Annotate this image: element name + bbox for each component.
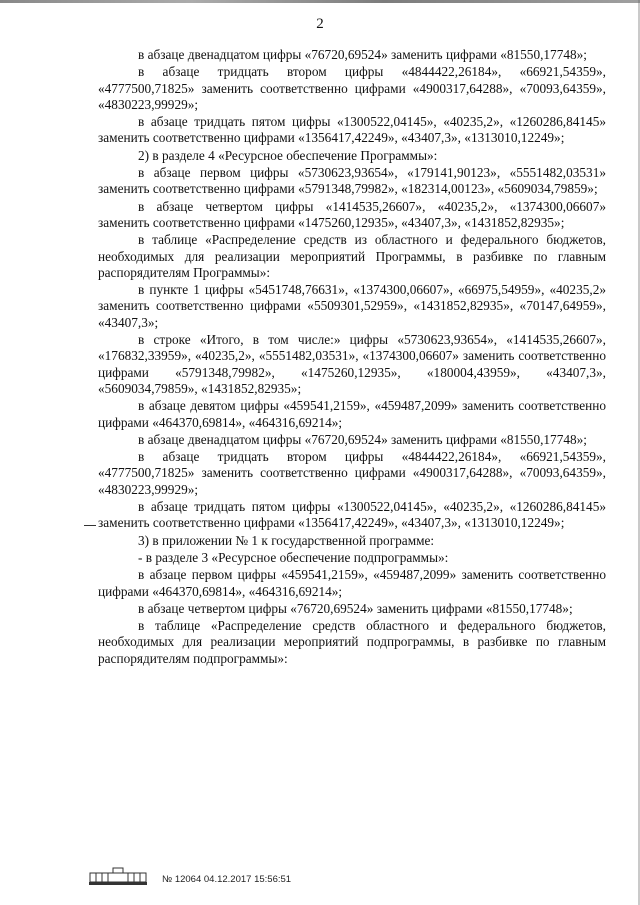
building-logo-icon: [88, 866, 148, 886]
page-number: 2: [316, 16, 324, 32]
paragraph: 2) в разделе 4 «Ресурсное обеспечение Программы»:: [138, 147, 438, 163]
paragraph: в абзаце тридцать пятом цифры «1300522,04145», «40235,2», «1260286,84145» заменить соответственно цифрами «1356417,42249», «43407,3», «1313010,12249»;: [98, 499, 606, 531]
paragraph: в таблице «Распределение средств из областного и федерального бюджетов, необходимых для реализации мероприятий Программы, в разбивке по главным распорядителям Программы»:: [98, 232, 606, 280]
paragraph: в абзаце четвертом цифры «1414535,26607», «40235,2», «1374300,06607» заменить соответственно цифрами «1475260,12935», «43407,3», «1431852,82935»;: [98, 198, 606, 230]
paragraph: в абзаце четвертом цифры «76720,69524» заменить цифрами «81550,17748»;: [138, 600, 573, 616]
paragraph: в абзаце первом цифры «459541,2159», «459487,2099» заменить соответственно цифрами «464370,69814», «464316,69214»;: [98, 567, 606, 599]
paragraph: в строке «Итого, в том числе:» цифры «5730623,93654», «1414535,26607», «176832,33959», «40235,2», «5551482,03531», «1374300,06607» заменить соответственно цифрами «5791348,79982», «1475260,12935», «180004,43959», «43407,3», «5609034,79859», «1431852,82935»;: [98, 332, 606, 396]
scan-edge-top: [0, 0, 640, 3]
registration-stamp: № 12064 04.12.2017 15:56:51: [162, 874, 292, 885]
document-body: [98, 47, 606, 668]
paragraph: в абзаце тридцать втором цифры «4844422,26184», «66921,54359», «4777500,71825» заменить соответственно цифрами «4900317,64288», «70093,64359», «4830223,99929»;: [98, 64, 606, 112]
paragraph: в абзаце первом цифры «5730623,93654», «179141,90123», «5551482,03531» заменить соответственно цифрами «5791348,79982», «182314,00123», «5609034,79859»;: [98, 165, 606, 197]
paragraph: в абзаце тридцать пятом цифры «1300522,04145», «40235,2», «1260286,84145» заменить соответственно цифрами «1356417,42249», «43407,3», «1313010,12249»;: [98, 114, 606, 146]
margin-mark: [84, 525, 96, 526]
paragraph: в абзаце двенадцатом цифры «76720,69524» заменить цифрами «81550,17748»;: [138, 47, 587, 62]
paragraph: в абзаце тридцать втором цифры «4844422,26184», «66921,54359», «4777500,71825» заменить соответственно цифрами «4900317,64288», «70093,64359», «4830223,99929»;: [98, 449, 606, 497]
paragraph: в пункте 1 цифры «5451748,76631», «1374300,06607», «66975,54959», «40235,2» заменить соответственно цифрами «5509301,52959», «1431852,82935», «70147,64959», «43407,3»;: [98, 282, 606, 330]
paragraph: в абзаце двенадцатом цифры «76720,69524» заменить цифрами «81550,17748»;: [138, 431, 587, 447]
paragraph: в абзаце девятом цифры «459541,2159», «459487,2099» заменить соответственно цифрами «464370,69814», «464316,69214»;: [98, 398, 606, 430]
paragraph: - в разделе 3 «Ресурсное обеспечение подпрограммы»:: [138, 549, 449, 565]
paragraph: 3) в приложении № 1 к государственной программе:: [138, 532, 435, 548]
paragraph: в таблице «Распределение средств областного и федерального бюджетов, необходимых для реализации мероприятий подпрограммы, в разбивке по главным распорядителям подпрограммы»:: [98, 618, 606, 666]
